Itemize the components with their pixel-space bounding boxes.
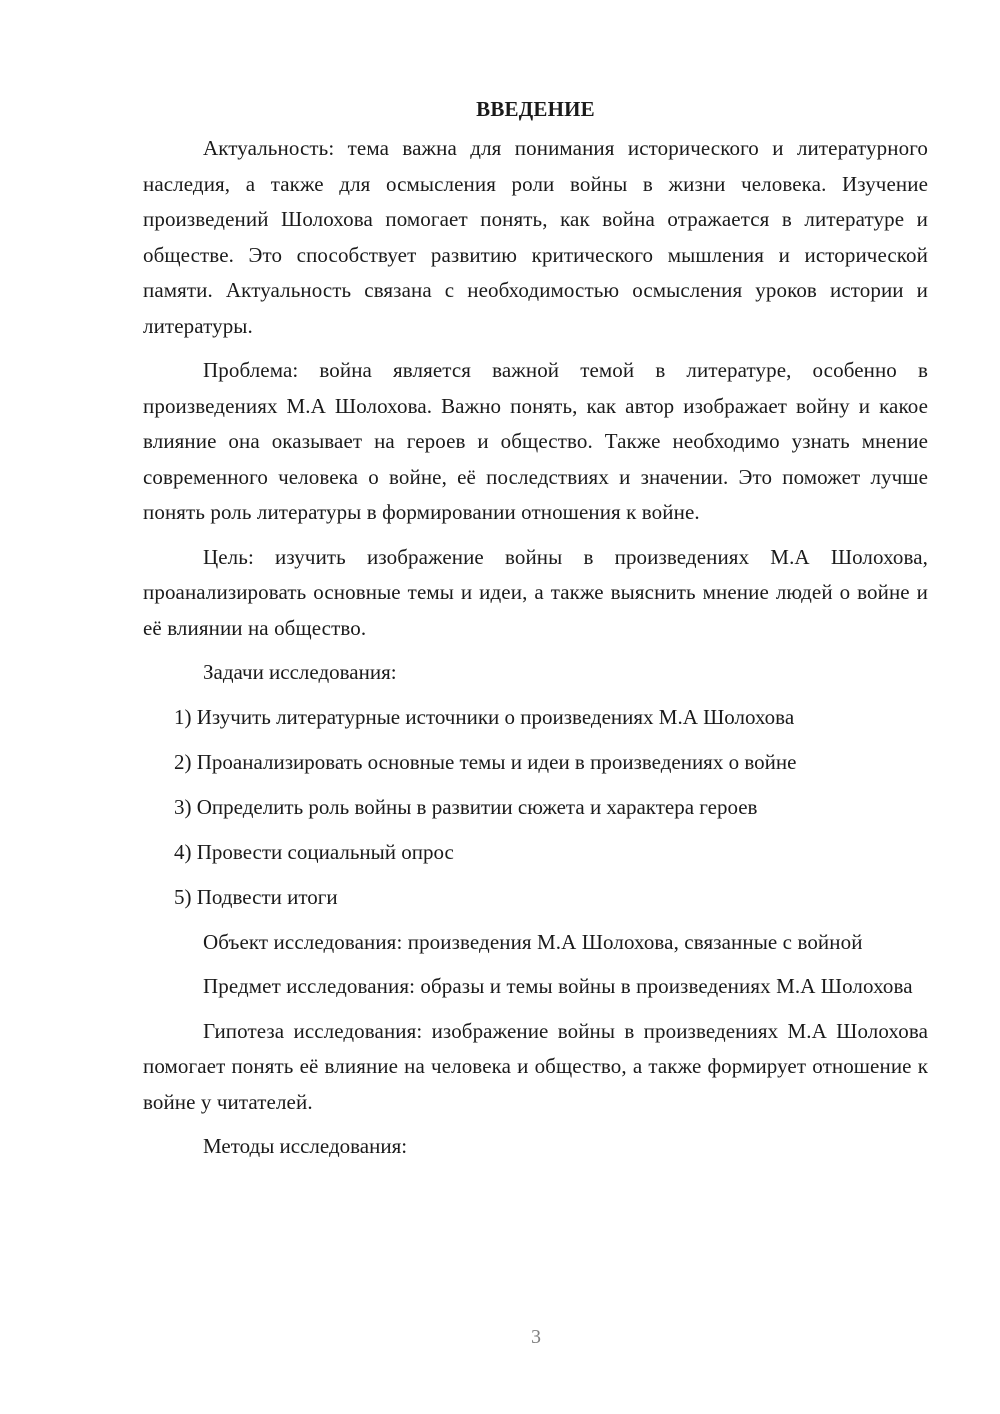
- task-item: 3) Определить роль войны в развитии сюжета и характера героев: [174, 794, 758, 819]
- task-item: 2) Проанализировать основные темы и идеи в произведениях о войне: [174, 749, 797, 774]
- goal-paragraph: Цель: изучить изображение войны в произведениях М.А Шолохова, проанализировать основные темы и идеи, а также выяснить мнение людей о войне и её влиянии на общество.: [143, 544, 928, 640]
- object-paragraph: Объект исследования: произведения М.А Шолохова, связанные с войной: [203, 929, 863, 954]
- page-number: 3: [531, 1326, 541, 1348]
- task-item: 5) Подвести итоги: [174, 884, 338, 909]
- problem-paragraph: Проблема: война является важной темой в литературе, особенно в произведениях М.А Шолохова. Важно понять, как автор изображает войну и какое влияние она оказывает на героев и общество. Также необходимо узнать мнение современного человека о войне, её последствиях и значении. Это поможет лучше понять роль литературы в формировании отношения к войне.: [143, 358, 928, 524]
- relevance-paragraph: Актуальность: тема важна для понимания исторического и литературного наследия, а также для осмысления роли войны в жизни человека. Изучение произведений Шолохова помогает понять, как война отражается в литературе и обществе. Это способствует развитию критического мышления и исторической памяти. Актуальность связана с необходимостью осмысления уроков истории и литературы.: [143, 136, 928, 338]
- methods-heading: Методы исследования:: [203, 1134, 408, 1158]
- task-item: 4) Провести социальный опрос: [174, 839, 454, 864]
- tasks-list: [143, 700, 928, 916]
- task-item: 1) Изучить литературные источники о произведениях М.А Шолохова: [174, 704, 795, 729]
- section-title: ВВЕДЕНИЕ: [476, 97, 595, 121]
- tasks-heading: Задачи исследования:: [203, 660, 397, 684]
- subject-paragraph: Предмет исследования: образы и темы войны в произведениях М.А Шолохова: [203, 974, 913, 998]
- document-page: [143, 95, 928, 1174]
- hypothesis-paragraph: Гипотеза исследования: изображение войны в произведениях М.А Шолохова помогает понять её влияние на человека и общество, а также формирует отношение к войне у читателей.: [143, 1018, 928, 1114]
